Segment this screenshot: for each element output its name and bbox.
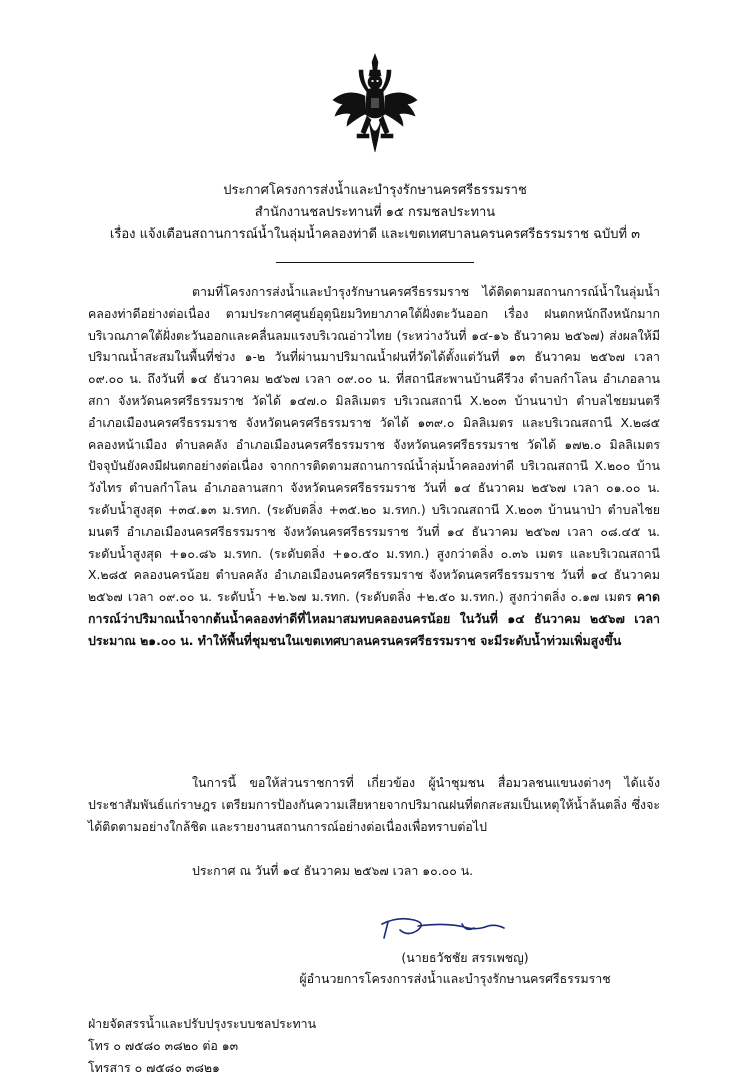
forecast-statement: คาดการณ์ว่าปริมาณน้ำจากต้นน้ำคลองท่าดีที่ไหลมาสมทบคลองนครน้อย ในวันที่ ๑๔ ธันวาคม ๒๕๖๗ เวลาประมาณ ๒๑.๐๐ น. ทำให้พื้นที่ชุมชนในเขตเทศบาลนครนครศรีธรรมราช จะมีระดับน้ำท่วมเพิ่มสูงขึ้น <box>88 589 660 648</box>
contact-phone: โทร ๐ ๗๕๘๐ ๓๘๒๐ ต่อ ๑๓ <box>88 1038 239 1053</box>
signatory-position: ผู้อำนวยการโครงการส่งน้ำและบำรุงรักษานครศรีธรรมราช <box>299 971 611 986</box>
contact-department: ฝ่ายจัดสรรน้ำและปรับปรุงระบบชลประทาน <box>88 1016 317 1031</box>
garuda-emblem-icon <box>329 52 421 156</box>
body-paragraph-1 <box>88 281 660 652</box>
announcement-date: ประกาศ ณ วันที่ ๑๔ ธันวาคม ๒๕๖๗ เวลา ๑๐.๐๐ น. <box>192 863 474 878</box>
issuer-office: สำนักงานชลประทานที่ ๑๕ กรมชลประทาน <box>254 205 496 220</box>
contact-fax: โทรสาร ๐ ๗๕๘๐ ๓๘๒๑ <box>88 1060 220 1075</box>
paragraph-1-text: ตามที่โครงการส่งน้ำและบำรุงรักษานครศรีธรรมราช ได้ติดตามสถานการณ์น้ำในลุ่มน้ำคลองท่าดีอย่างต่อเนื่อง ตามประกาศศูนย์อุตุนิยมวิทยาภาคใต้ฝั่งตะวันออก เรื่อง ฝนตกหนักถึงหนักมากบริเวณภาคใต้ฝั่งตะวันออกและคลื่นลมแรงบริเวณอ่าวไทย (ระหว่างวันที่ ๑๔-๑๖ ธันวาคม ๒๕๖๗) ส่งผลให้มีปริมาณน้ำสะสมในพื้นที่ช่วง ๑-๒ วันที่ผ่านมาปริมาณน้ำฝนที่วัดได้ตั้งแต่วันที่ ๑๓ ธันวาคม ๒๕๖๗ เวลา ๐๙.๐๐ น. ถึงวันที่ ๑๔ ธันวาคม ๒๕๖๗ เวลา ๐๙.๐๐ น. ที่สถานีสะพานบ้านคีรีวง ตำบลกำโลน อำเภอลานสกา จังหวัดนครศรีธรรมราช วัดได้ ๑๔๗.๐ มิลลิเมตร บริเวณสถานี X.๒๐๓ บ้านนาป่า ตำบลไชยมนตรี อำเภอเมืองนครศรีธรรมราช จังหวัดนครศรีธรรมราช วัดได้ ๑๓๙.๐ มิลลิเมตร และบริเวณสถานี X.๒๘๕ คลองหน้าเมือง ตำบลคลัง อำเภอเมืองนครศรีธรรมราช จังหวัดนครศรีธรรมราช วัดได้ ๑๗๒.๐ มิลลิเมตร ปัจจุบันยังคงมีฝนตกอย่างต่อเนื่อง จากการติดตามสถานการณ์น้ำลุ่มน้ำคลองท่าดี บริเวณสถานี X.๒๐๐ บ้านวังไทร ตำบลกำโลน อำเภอลานสกา จังหวัดนครศรีธรรมราช วันที่ ๑๔ ธันวาคม ๒๕๖๗ เวลา ๐๑.๐๐ น. ระดับน้ำสูงสุด +๓๔.๑๓ ม.รทก. (ระดับตลิ่ง +๓๕.๒๐ ม.รทก.) บริเวณสถานี X.๒๐๓ บ้านนาป่า ตำบลไชยมนตรี อำเภอเมืองนครศรีธรรมราช จังหวัดนครศรีธรรมราช วันที่ ๑๔ ธันวาคม ๒๕๖๗ เวลา ๐๘.๔๕ น. ระดับน้ำสูงสุด +๑๐.๘๖ ม.รทก. (ระดับตลิ่ง +๑๐.๕๐ ม.รทก.) สูงกว่าตลิ่ง ๐.๓๖ เมตร และบริเวณสถานี X.๒๘๕ คลองนครน้อย ตำบลคลัง อำเภอเมืองนครศรีธรรมราช จังหวัดนครศรีธรรมราช วันที่ ๑๔ ธันวาคม ๒๕๖๗ เวลา ๐๙.๐๐ น. ระดับน้ำ +๒.๖๗ ม.รทก. (ระดับตลิ่ง +๒.๕๐ ม.รทก.) สูงกว่าตลิ่ง ๐.๑๗ เมตร <box>88 284 660 605</box>
handwritten-signature <box>378 910 508 944</box>
document-subject: เรื่อง แจ้งเตือนสถานการณ์น้ำในลุ่มน้ำคลองท่าดี และเขตเทศบาลนครนครศรีธรรมราช ฉบับที่ ๓ <box>109 227 641 242</box>
issuer-title: ประกาศโครงการส่งน้ำและบำรุงรักษานครศรีธรรมราช <box>223 183 527 198</box>
body-paragraph-2: ในการนี้ ขอให้ส่วนราชการที่ เกี่ยวข้อง ผู้นำชุมชน สื่อมวลชนแขนงต่างๆ ได้แจ้งประชาสัมพันธ์แก่ราษฎร เตรียมการป้องกันความเสียหายจากปริมาณฝนที่ตกสะสมเป็นเหตุให้น้ำล้นตลิ่ง ซึ่งจะได้ติดตามอย่างใกล้ชิด และรายงานสถานการณ์อย่างต่อเนื่องเพื่อทราบต่อไป <box>88 775 660 834</box>
signatory-name: (นายธวัชชัย สรรเพชญ) <box>401 950 529 965</box>
header-divider <box>276 262 474 263</box>
